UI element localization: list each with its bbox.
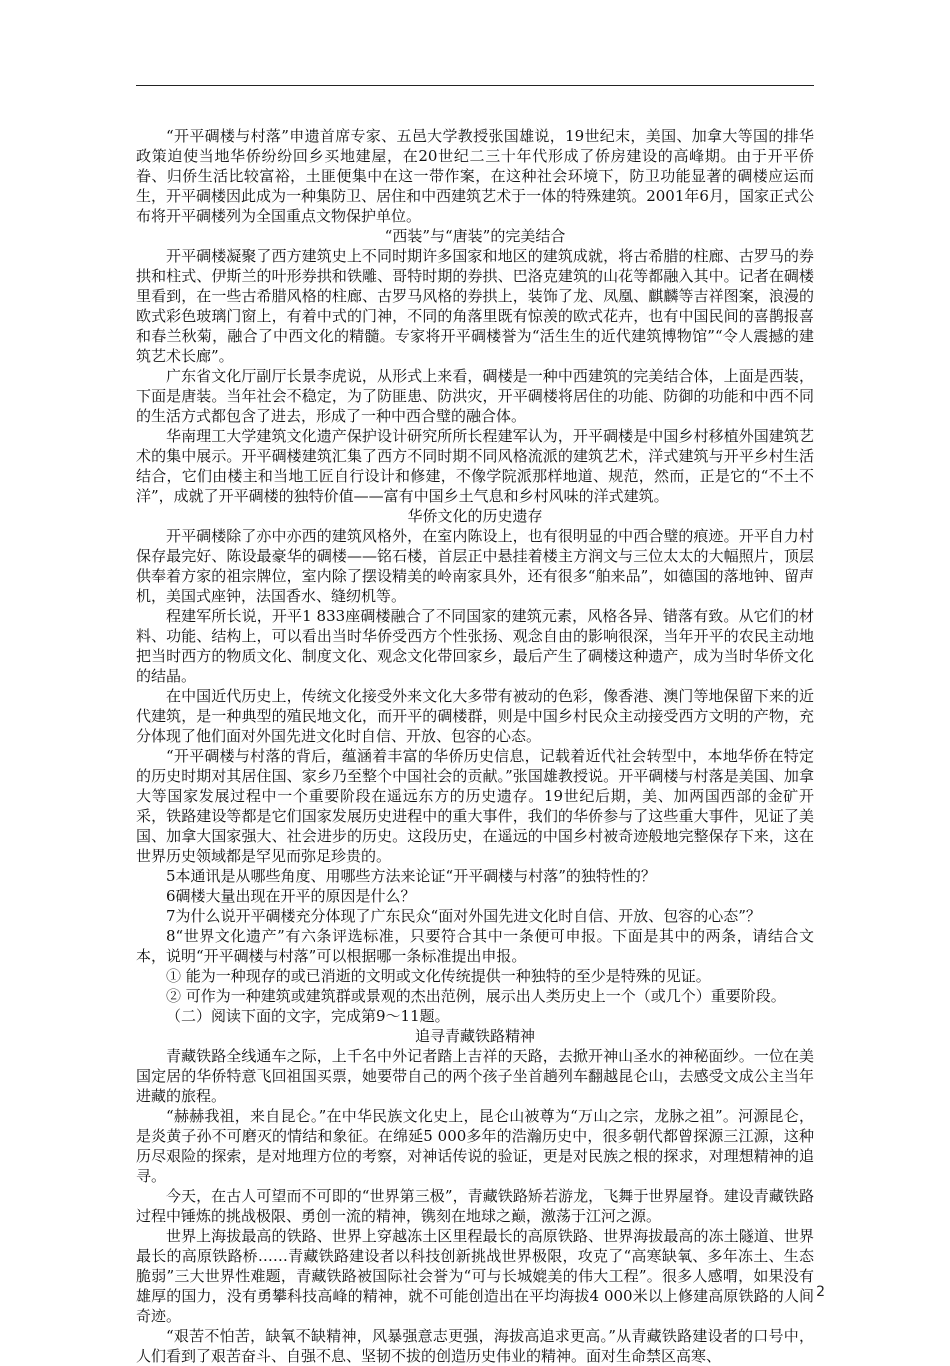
document-body	[136, 126, 814, 1366]
paragraph: 华南理工大学建筑文化遗产保护设计研究所所长程建军认为，开平碉楼是中国乡村移植外国建筑艺术的集中展示。开平碉楼建筑汇集了西方不同时期不同风格流派的建筑艺术，洋式建筑与开平乡村生活结合，它们由楼主和当地工匠自行设计和修建，不像学院派那样地道、规范，然而，正是它的“不土不洋”，成就了开平碉楼的独特价值——富有中国乡土气息和乡村风味的洋式建筑。	[136, 427, 814, 505]
paragraph: ② 可作为一种建筑或建筑群或景观的杰出范例，展示出人类历史上一个（或几个）重要阶段。	[166, 987, 786, 1005]
paragraph: 世界上海拔最高的铁路、世界上穿越冻土区里程最长的高原铁路、世界海拔最高的冻土隧道、世界最长的高原铁路桥……青藏铁路建设者以科技创新挑战世界极限，攻克了“高寒缺氧、多年冻土、生态脆弱”三大世界性难题，青藏铁路被国际社会誉为“可与长城媲美的伟大工程”。很多人感喟，如果没有雄厚的国力，没有勇攀科技高峰的精神，就不可能创造出在平均海拔4 000米以上修建高原铁路的人间奇迹。	[136, 1227, 814, 1325]
paragraph: 今天，在古人可望而不可即的“世界第三极”，青藏铁路矫若游龙，飞舞于世界屋脊。建设青藏铁路过程中锤炼的挑战极限、勇创一流的精神，镌刻在地球之巅，激荡于江河之源。	[136, 1187, 814, 1225]
paragraph: 青藏铁路全线通车之际，上千名中外记者踏上吉祥的天路，去掀开神山圣水的神秘面纱。一位在美国定居的华侨特意飞回祖国买票，她要带自己的两个孩子坐首趟列车翻越昆仑山，去感受文成公主当年进藏的旅程。	[136, 1047, 814, 1105]
paragraph: 8“世界文化遗产”有六条评选标准，只要符合其中一条便可申报。下面是其中的两条，请结合文本，说明“开平碉楼与村落”可以根据哪一条标准提出申报。	[136, 927, 814, 965]
paragraph: “艰苦不怕苦，缺氧不缺精神，风暴强意志更强，海拔高追求更高。”从青藏铁路建设者的口号中，人们看到了艰苦奋斗、自强不息、坚韧不拔的创造历史伟业的精神。面对生命禁区高寒、	[136, 1327, 814, 1365]
paragraph: “开平碉楼与村落的背后，蕴涵着丰富的华侨历史信息，记载着近代社会转型中，本地华侨在特定的历史时期对其居住国、家乡乃至整个中国社会的贡献。”张国雄教授说。开平碉楼与村落是美国、加拿大等国家发展过程中一个重要阶段在遥远东方的历史遗存。19世纪后期，美、加两国西部的金矿开采，铁路建设等都是它们国家发展历史进程中的重大事件，我们的华侨参与了这些重大事件，见证了美国、加拿大国家强大、社会进步的历史。这段历史，在遥远的中国乡村被奇迹般地完整保存下来，这在世界历史领域都是罕见而弥足珍贵的。	[136, 747, 814, 865]
paragraph: 7为什么说开平碉楼充分体现了广东民众“面对外国先进文化时自信、开放、包容的心态”？	[166, 907, 761, 925]
section-heading: 追寻青藏铁路精神	[414, 1027, 535, 1045]
section-heading: 华侨文化的历史遗存	[407, 507, 543, 525]
header-rule	[136, 85, 814, 86]
page-number: 2	[816, 1284, 825, 1300]
paragraph: ① 能为一种现存的或已消逝的文明或文化传统提供一种独特的至少是特殊的见证。	[166, 967, 711, 985]
paragraph: 5本通讯是从哪些角度、用哪些方法来论证“开平碉楼与村落”的独特性的？	[166, 867, 656, 885]
paragraph: 广东省文化厅副厅长景李虎说，从形式上来看，碉楼是一种中西建筑的完美结合体，上面是西装，下面是唐装。当年社会不稳定，为了防匪患、防洪灾，开平碉楼将居住的功能、防御的功能和中西不同的生活方式都包含了进去，形成了一种中西合璧的融合体。	[136, 367, 814, 425]
paragraph: （二）阅读下面的文字，完成第9～11题。	[166, 1007, 450, 1025]
paragraph: 在中国近代历史上，传统文化接受外来文化大多带有被动的色彩，像香港、澳门等地保留下来的近代建筑，是一种典型的殖民地文化，而开平的碉楼群，则是中国乡村民众主动接受西方文明的产物，充分体现了他们面对外国先进文化时自信、开放、包容的心态。	[136, 687, 814, 745]
paragraph: “开平碉楼与村落”申遗首席专家、五邑大学教授张国雄说，19世纪末，美国、加拿大等国的排华政策迫使当地华侨纷纷回乡买地建屋，在20世纪二三十年代形成了侨房建设的高峰期。由于开平侨眷、归侨生活比较富裕，土匪便集中在这一带作案，在这种社会环境下，防卫功能显著的碉楼应运而生，开平碉楼因此成为一种集防卫、居住和中西建筑艺术于一体的特殊建筑。2001年6月，国家正式公布将开平碉楼列为全国重点文物保护单位。	[136, 127, 814, 225]
paragraph: “赫赫我祖，来自昆仑。”在中华民族文化史上，昆仑山被尊为“万山之宗，龙脉之祖”。河源昆仑，是炎黄子孙不可磨灭的情结和象征。在绵延5 000多年的浩瀚历史中，很多朝代都曾探源三江源，这种历尽艰险的探索，是对地理方位的考察，对神话传说的验证，更是对民族之根的探求，对理想精神的追寻。	[136, 1107, 814, 1185]
paragraph: 开平碉楼除了亦中亦西的建筑风格外，在室内陈设上，也有很明显的中西合璧的痕迹。开平自力村保存最完好、陈设最豪华的碉楼——铭石楼，首层正中悬挂着楼主方润文与三位太太的大幅照片，顶层供奉着方家的祖宗牌位，室内除了摆设精美的岭南家具外，还有很多“舶来品”，如德国的落地钟、留声机，美国式座钟，法国香水、缝纫机等。	[136, 527, 814, 605]
paragraph: 开平碉楼凝聚了西方建筑史上不同时期许多国家和地区的建筑成就，将古希腊的柱廊、古罗马的券拱和柱式、伊斯兰的叶形券拱和铁雕、哥特时期的券拱、巴洛克建筑的山花等都融入其中。记者在碉楼里看到，在一些古希腊风格的柱廊、古罗马风格的券拱上，装饰了龙、凤凰、麒麟等吉祥图案，浪漫的欧式彩色玻璃门窗上，有着中式的门神，不同的角落里既有惊羡的欧式花卉，也有中国民间的喜鹊报喜和春兰秋菊，融合了中西文化的精髓。专家将开平碉楼誉为“活生生的近代建筑博物馆”“令人震撼的建筑艺术长廊”。	[136, 247, 814, 365]
paragraph: 程建军所长说，开平1 833座碉楼融合了不同国家的建筑元素，风格各异、错落有致。从它们的材料、功能、结构上，可以看出当时华侨受西方个性张扬、观念自由的影响很深，当年开平的农民主动地把当时西方的物质文化、制度文化、观念文化带回家乡，最后产生了碉楼这种遗产，成为当时华侨文化的结晶。	[136, 607, 814, 685]
section-heading: “西装”与“唐装”的完美结合	[384, 227, 566, 245]
paragraph: 6碉楼大量出现在开平的原因是什么？	[166, 887, 416, 905]
